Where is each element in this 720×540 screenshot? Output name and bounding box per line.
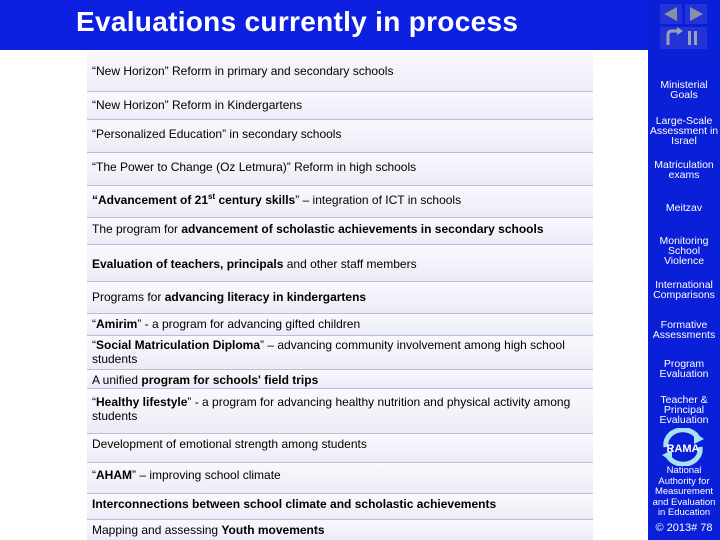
list-item-text: Development of emotional strength among students [92,437,367,451]
sidebar-item-ministerial-goals[interactable]: Ministerial Goals [660,79,708,101]
list-item-text: ” - a program for advancing healthy nutrition and physical activity among students [92,395,571,423]
list-item-text: Healthy lifestyle [96,395,188,409]
slide-number: © 2013# 78 [655,522,713,534]
list-item-text: advancing literacy in kindergartens [164,290,367,304]
list-item [87,185,593,217]
sidebar-item-meitzav[interactable]: Meitzav [665,202,703,214]
sidebar-item-large-scale-assessment[interactable]: Large-Scale Assessment in Israel [649,115,719,147]
list-item [87,281,593,313]
list-item [87,519,593,540]
sidebar-item-formative-assessments[interactable]: Formative Assessments [652,319,716,341]
list-item-text: Amirim [96,317,138,331]
list-item-text: Evaluation of teachers, principals [92,257,284,271]
list-item-text: ” – integration of ICT in schools [295,193,462,207]
list-item-text: Programs for [92,290,165,304]
list-item-text: “New Horizon” Reform in Kindergartens [92,98,303,112]
authority-name: National Authority for Measurement and Evaluation in Education [652,465,716,518]
list-item-text: “The Power to Change (Oz Letmura)” Reform in high schools [92,160,417,174]
title-bar [0,0,648,50]
list-item-text: “ [92,468,96,482]
list-item-text: and other staff members [283,257,417,271]
list-item [87,369,593,388]
triangle-left-icon[interactable] [660,4,682,24]
sidebar-item-matriculation-exams[interactable]: Matriculation exams [654,159,714,181]
list-item-text: ” – advancing community involvement among high school students [92,338,565,366]
list-item-text: “ [92,317,96,331]
rama-logo[interactable] [658,428,708,466]
slide-navigation [658,2,710,50]
list-item [87,433,593,462]
list-item [87,217,593,244]
list-item-text: Youth movements [221,523,325,537]
list-item-text: “ [92,395,96,409]
list-item-text: The program for [92,222,182,236]
sidebar-item-monitoring-school-violence[interactable]: Monitoring School Violence [659,235,709,267]
page-title: Evaluations currently in process [76,6,519,37]
list-item [87,244,593,281]
list-item [87,119,593,152]
list-item-text: A unified [92,373,142,387]
sidebar [648,0,720,540]
rama-label: RAMA [666,443,700,455]
list-item-text: ” - a program for advancing gifted children [137,317,361,331]
list-item-text: st [208,192,216,201]
list-item-text: “Personalized Education” in secondary schools [92,127,342,141]
list-item-text: “Advancement of 21 [92,193,209,207]
list-item-text: Interconnections between school climate and scholastic achievements [92,497,497,511]
sidebar-item-teacher-principal-evaluation[interactable]: Teacher & Principal Evaluation [659,394,709,426]
list-item [87,313,593,335]
list-item-text: program for schools' field trips [141,373,319,387]
list-item [87,52,593,91]
list-item-text: advancement of scholastic achievements in secondary schools [181,222,544,236]
list-item [87,388,593,433]
list-item-text: “New Horizon” Reform in primary and secondary schools [92,64,394,78]
evaluation-list [87,52,593,540]
list-item [87,493,593,519]
list-item-text: Social Matriculation Diploma [96,338,261,352]
list-item [87,152,593,185]
list-item-text: ” – improving school climate [132,468,281,482]
list-item-text: “ [92,338,96,352]
list-item [87,91,593,119]
sidebar-item-program-evaluation[interactable]: Program Evaluation [659,358,709,380]
list-item-text: AHAM [96,468,132,482]
sidebar-item-international-comparisons[interactable]: International Comparisons [653,279,715,301]
list-item [87,335,593,369]
list-item-text: Mapping and assessing [92,523,222,537]
triangle-right-icon[interactable] [685,4,707,24]
list-item-text: century skills [215,193,296,207]
return-home-icon[interactable] [660,27,707,49]
list-item [87,462,593,493]
